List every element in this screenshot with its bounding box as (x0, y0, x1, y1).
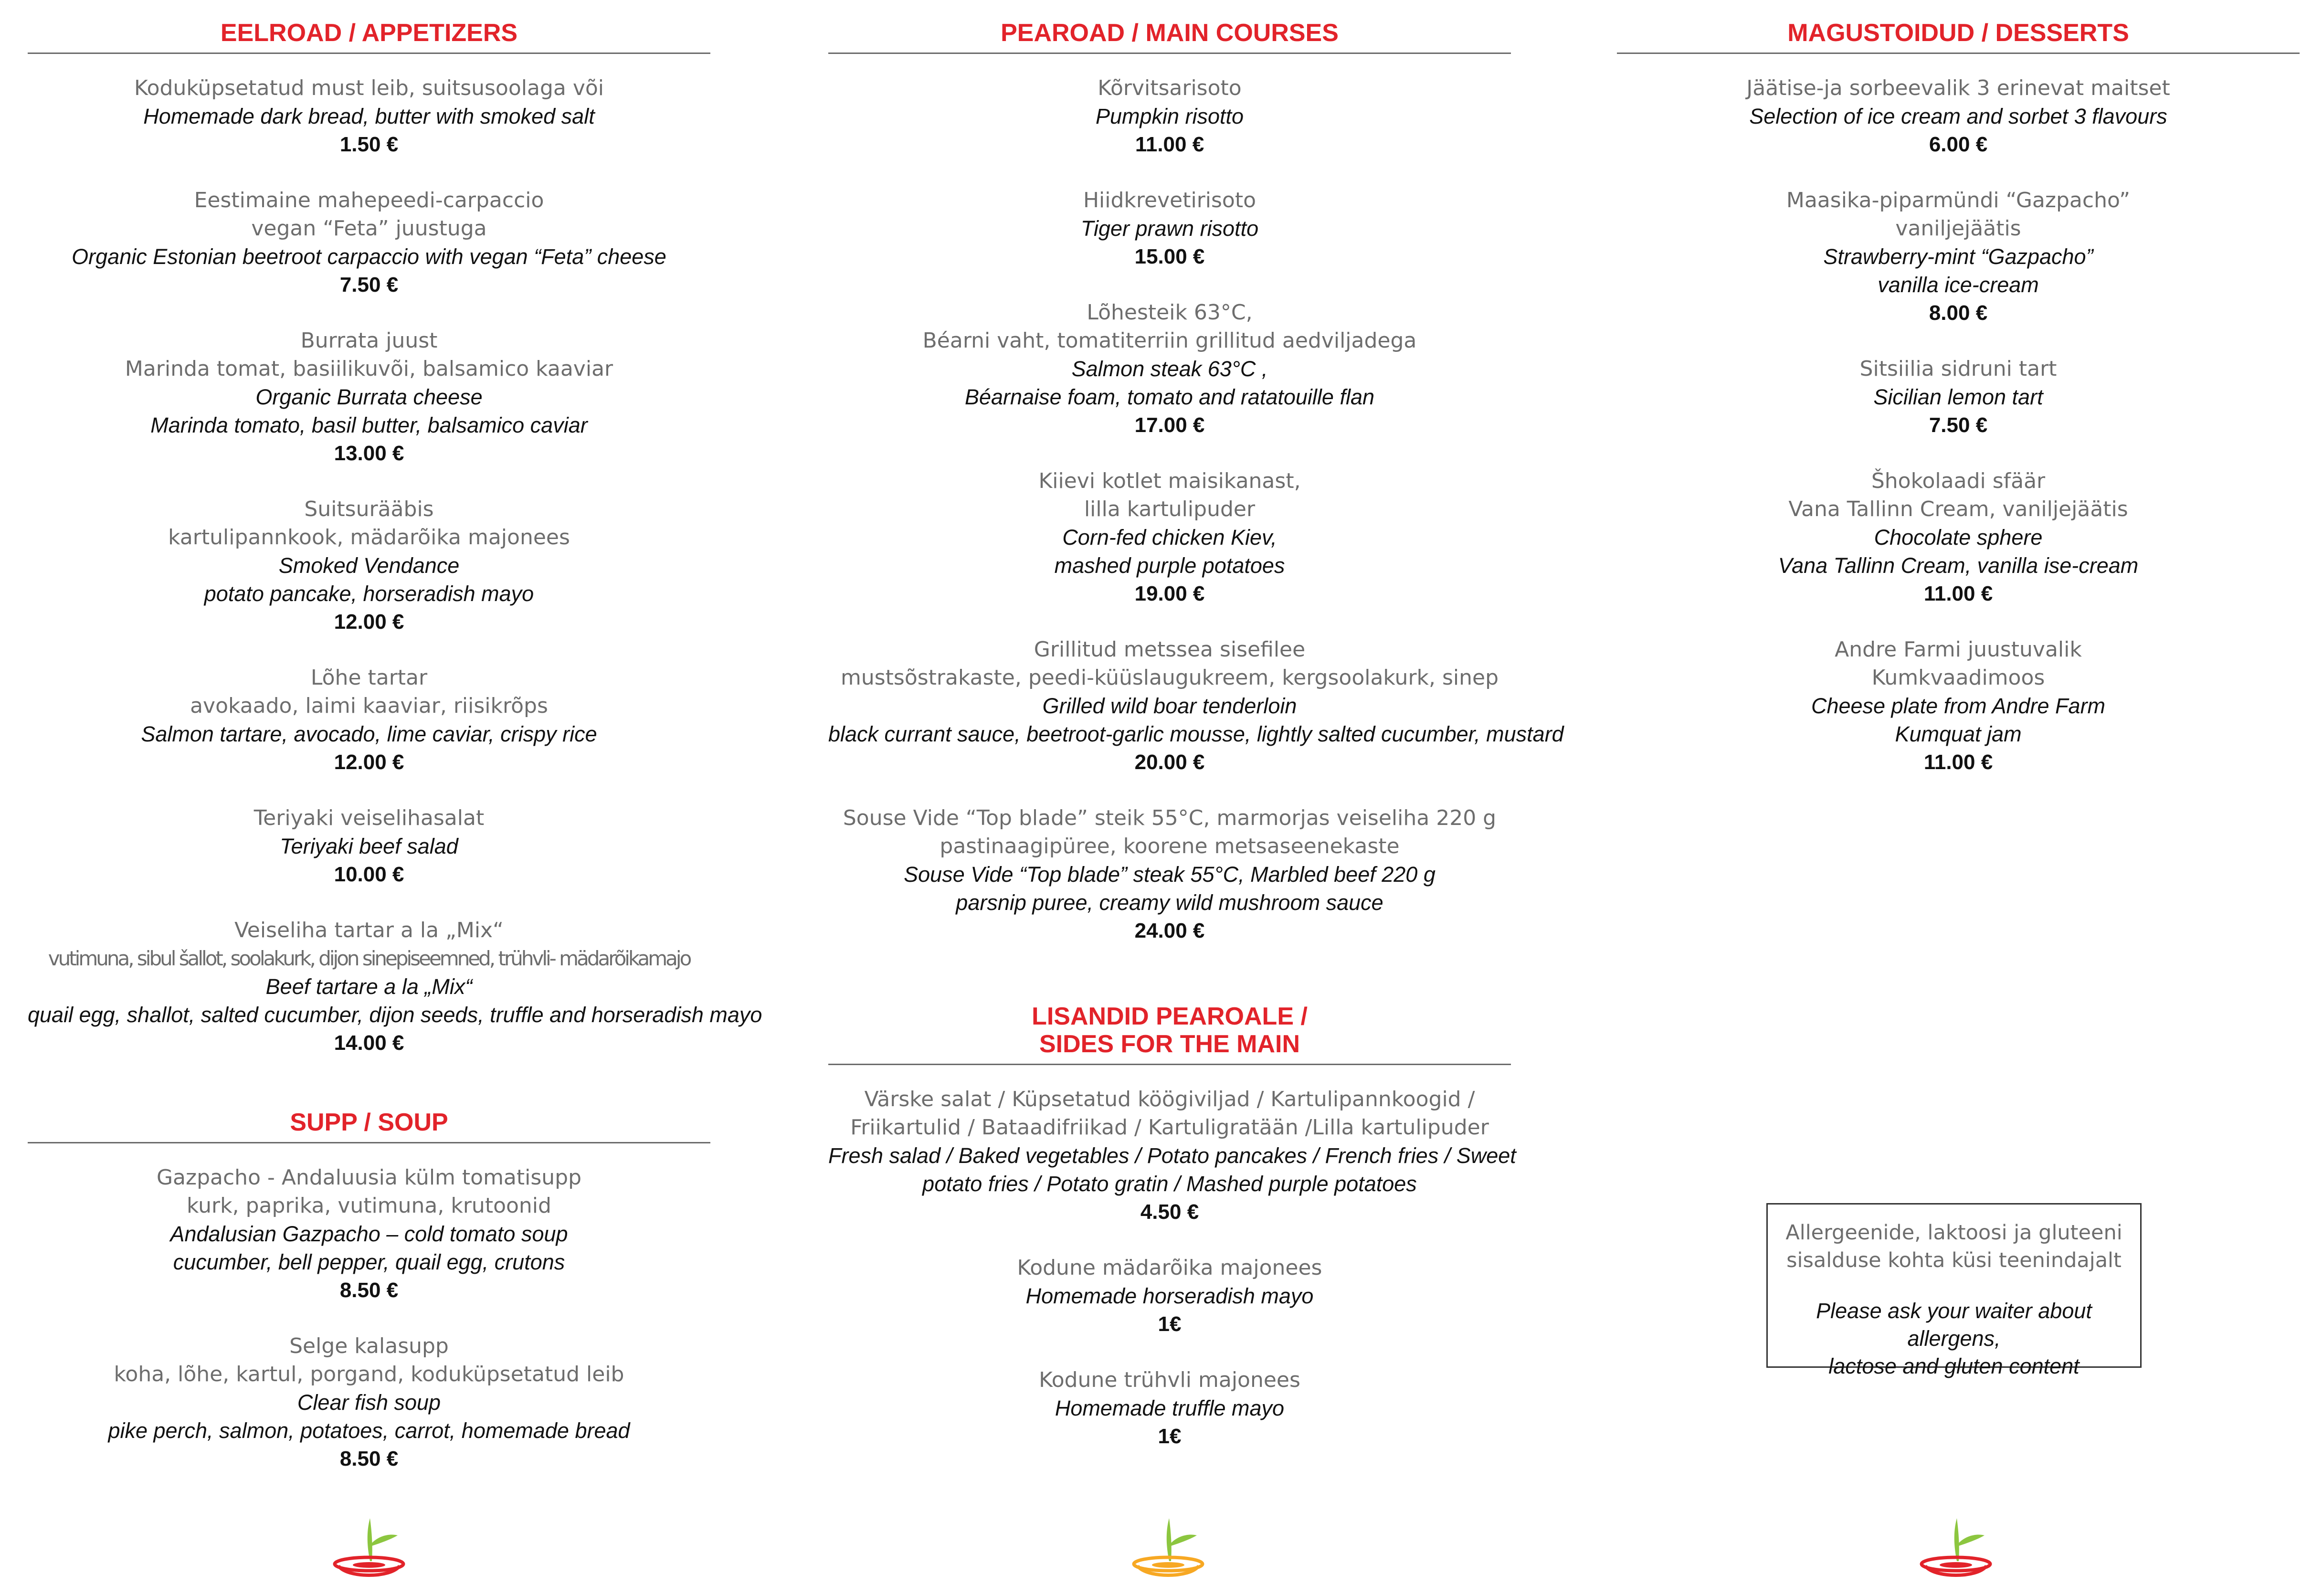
menu-item-name-et: Kumkvaadimoos (1871, 666, 2045, 690)
menu-item-name-et: Friikartulid / Bataadifriikad / Kartuligratään /Lilla kartulipuder (850, 1115, 1489, 1140)
menu-item-price: 12.00 € (334, 750, 404, 774)
section-soup (28, 1109, 710, 1501)
menu-item-price: 12.00 € (334, 610, 404, 634)
section-heading-line: SIDES FOR THE MAIN (1039, 1030, 1300, 1058)
sprout-bowl-logo-icon (1125, 1509, 1211, 1580)
menu-item (1617, 635, 2300, 776)
menu-item (28, 186, 710, 299)
menu-item-name-en: Selection of ice cream and sorbet 3 flavours (1749, 104, 2167, 128)
menu-item (28, 916, 762, 1057)
section-heading-line: SUPP / SOUP (290, 1109, 448, 1136)
menu-item-name-en: cucumber, bell pepper, quail egg, crutons (173, 1250, 565, 1274)
menu-item-name-en: Kumquat jam (1895, 722, 2022, 746)
menu-item-name-et: Kõrvitsarisoto (1098, 76, 1242, 100)
menu-item (1617, 467, 2300, 608)
menu-item-name-en: Strawberry-mint “Gazpacho” (1823, 244, 2093, 269)
menu-item-price: 11.00 € (1923, 750, 1993, 774)
menu-item-name-en: potato fries / Potato gratin / Mashed purple potatoes (922, 1172, 1417, 1196)
sprout-bowl-logo-icon (326, 1509, 412, 1580)
menu-item-name-et: koha, lõhe, kartul, porgand, koduküpsetatud leib (114, 1362, 624, 1386)
section-sides (828, 1003, 1516, 1478)
allergen-notice-et-line: Allergeenide, laktoosi ja gluteeni (1785, 1221, 2122, 1245)
menu-item-name-en: Cheese plate from Andre Farm (1811, 694, 2106, 718)
menu-item-name-en: quail egg, shallot, salted cucumber, dijon seeds, truffle and horseradish mayo (28, 1003, 762, 1027)
menu-item-name-et: Burrata juust (300, 328, 438, 353)
menu-item-price: 11.00 € (1923, 582, 1993, 605)
section-heading (828, 1003, 1511, 1065)
menu-item-name-et: vaniljejäätis (1895, 216, 2021, 241)
menu-item-name-et: lilla kartulipuder (1084, 497, 1256, 521)
menu-item (28, 495, 710, 636)
menu-item (828, 635, 1564, 776)
menu-item (28, 327, 710, 467)
menu-item-name-en: mashed purple potatoes (1054, 553, 1285, 578)
menu-item-name-en: Homemade truffle mayo (1055, 1396, 1285, 1420)
menu-item (828, 467, 1511, 608)
menu-item-name-en: Organic Burrata cheese (255, 385, 483, 409)
menu-item-name-et: Suitsurääbis (304, 497, 434, 521)
menu-item-name-et: Teriyaki veiselihasalat (253, 806, 485, 830)
menu-item-name-et: Vana Tallinn Cream, vaniljejäätis (1788, 497, 2128, 521)
menu-item-price: 13.00 € (334, 442, 404, 465)
menu-item-name-et: Hiidkrevetirisoto (1083, 188, 1256, 212)
menu-item-name-et: Lõhesteik 63°C, (1087, 300, 1253, 325)
section-heading (28, 19, 710, 54)
menu-item (828, 298, 1511, 439)
menu-item (28, 804, 710, 888)
sprout-bowl-logo-icon (1913, 1509, 1999, 1580)
menu-item (828, 804, 1511, 945)
menu-item-price: 8.50 € (339, 1447, 399, 1470)
menu-item-price: 4.50 € (1140, 1200, 1199, 1224)
menu-item-name-en: Smoked Vendance (278, 553, 460, 578)
menu-item-name-et: Maasika-piparmündi “Gazpacho” (1786, 188, 2131, 212)
menu-item (828, 186, 1511, 271)
menu-item-name-et: Lõhe tartar (310, 666, 428, 690)
menu-item-price: 8.00 € (1929, 301, 1988, 325)
menu-item-name-en: Béarnaise foam, tomato and ratatouille flan (964, 385, 1374, 409)
section-heading-line: PEAROAD / MAIN COURSES (1001, 19, 1339, 47)
menu-item-name-et: Jäätise-ja sorbeevalik 3 erinevat maitset (1746, 76, 2170, 100)
allergen-notice-en-line: Please ask your waiter about allergens, (1816, 1299, 2092, 1351)
menu-item-list (828, 54, 1564, 945)
menu-item-price: 7.50 € (1929, 413, 1988, 437)
allergen-notice-en-line: lactose and gluten content (1828, 1354, 2080, 1378)
section-heading-line: EELROAD / APPETIZERS (220, 19, 518, 47)
menu-item-name-en: Marinda tomato, basil butter, balsamico caviar (150, 413, 588, 437)
menu-item-name-en: black currant sauce, beetroot-garlic mousse, lightly salted cucumber, mustard (828, 722, 1564, 746)
menu-item-name-et: avokaado, laimi kaaviar, riisikrõps (190, 694, 548, 718)
menu-item (1617, 74, 2300, 159)
menu-item-name-en: vanilla ice-cream (1878, 273, 2039, 297)
menu-item-price: 7.50 € (339, 273, 399, 296)
menu-item-name-en: potato pancake, horseradish mayo (204, 581, 534, 606)
menu-item-name-en: Pumpkin risotto (1095, 104, 1244, 128)
section-heading (28, 1109, 710, 1143)
menu-item-name-en: pike perch, salmon, potatoes, carrot, homemade bread (108, 1418, 630, 1443)
menu-item-price: 17.00 € (1134, 413, 1205, 437)
menu-item-name-et: Gazpacho - Andaluusia külm tomatisupp (156, 1165, 582, 1190)
menu-item-name-et: Béarni vaht, tomatiterriin grillitud aedviljadega (922, 328, 1417, 353)
menu-item-name-en: Teriyaki beef salad (280, 834, 458, 858)
menu-item-price: 20.00 € (1134, 750, 1205, 774)
menu-item (828, 1254, 1511, 1338)
menu-item-name-et: Selge kalasupp (289, 1334, 449, 1358)
menu-item-name-en: Grilled wild boar tenderloin (1042, 694, 1297, 718)
menu-item-name-en: Homemade dark bread, butter with smoked salt (143, 104, 595, 128)
menu-item-name-et: kartulipannkook, mädarõika majonees (168, 525, 570, 550)
menu-item-name-et: Veiseliha tartar a la „Mix“ (234, 918, 504, 942)
section-heading-line: MAGUSTOIDUD / DESSERTS (1787, 19, 2129, 47)
menu-item-name-en: Salmon tartare, avocado, lime caviar, crispy rice (141, 722, 597, 746)
menu-item-name-en: parsnip puree, creamy wild mushroom sauce (956, 890, 1383, 915)
menu-item-name-et: Souse Vide “Top blade” steik 55°C, marmorjas veiseliha 220 g (843, 806, 1497, 830)
menu-item-name-en: Sicilian lemon tart (1873, 385, 2043, 409)
menu-item-name-en: Vana Tallinn Cream, vanilla ise-cream (1778, 553, 2139, 578)
section-heading-line: LISANDID PEAROALE / (1032, 1003, 1308, 1030)
section-heading (828, 19, 1511, 54)
section-appetizers (28, 19, 762, 1085)
menu-item-name-et: kurk, paprika, vutimuna, krutoonid (187, 1194, 551, 1218)
menu-item-price: 11.00 € (1135, 133, 1204, 156)
section-heading (1617, 19, 2300, 54)
menu-item-price: 1€ (1158, 1312, 1182, 1336)
menu-item-name-en: Organic Estonian beetroot carpaccio with vegan “Feta” cheese (72, 244, 666, 269)
allergen-notice-et-line: sisalduse kohta küsi teenindajalt (1786, 1248, 2122, 1272)
menu-item-name-en: Souse Vide “Top blade” steak 55°C, Marbled beef 220 g (904, 862, 1436, 887)
menu-item-name-en: Homemade horseradish mayo (1025, 1284, 1314, 1308)
menu-item (28, 1163, 710, 1304)
menu-item-price: 10.00 € (334, 863, 404, 886)
allergen-notice-box (1766, 1203, 2142, 1378)
menu-item (1617, 355, 2300, 439)
menu-item-name-et: Marinda tomat, basiilikuvõi, balsamico kaaviar (125, 357, 613, 381)
menu-item-name-en: Fresh salad / Baked vegetables / Potato pancakes / French fries / Sweet (828, 1143, 1516, 1168)
menu-item-name-et: Sitsiilia sidruni tart (1859, 357, 2057, 381)
menu-item-price: 14.00 € (334, 1031, 404, 1055)
menu-item-price: 15.00 € (1134, 245, 1205, 268)
menu-item-name-et: Kodune trühvli majonees (1039, 1368, 1300, 1392)
menu-item-name-et: Kiievi kotlet maisikanast, (1038, 469, 1301, 493)
menu-item-list (1617, 54, 2300, 776)
menu-item-list (28, 1143, 710, 1473)
menu-item-name-en: Tiger prawn risotto (1080, 216, 1259, 241)
menu-item-name-et: pastinaagipüree, koorene metsaseenekaste (940, 834, 1400, 858)
menu-item-price: 1€ (1158, 1425, 1182, 1448)
menu-item-price: 24.00 € (1134, 919, 1205, 942)
menu-item-price: 1.50 € (339, 133, 399, 156)
menu-item-name-et: Värske salat / Küpsetatud köögiviljad / Kartulipannkoogid / (864, 1087, 1475, 1111)
menu-item-name-en: Salmon steak 63°C , (1071, 357, 1268, 381)
menu-item-price: 8.50 € (339, 1279, 399, 1302)
menu-item-name-et: Andre Farmi juustuvalik (1835, 637, 2082, 662)
menu-item-name-et: vutimuna, sibul šallot, soolakurk, dijon sinepiseemned, trühvli- mädarõikamajo (48, 947, 690, 970)
menu-item (28, 74, 710, 159)
menu-item (828, 74, 1511, 159)
menu-item (828, 1085, 1516, 1226)
menu-item-name-et: Šhokolaadi sfäär (1871, 469, 2046, 493)
menu-item-name-et: mustsõstrakaste, peedi-küüslaugukreem, kergsoolakurk, sinep (840, 666, 1499, 690)
menu-item-name-en: Beef tartare a la „Mix“ (265, 974, 473, 999)
menu-item (828, 1366, 1511, 1450)
menu-item-price: 19.00 € (1134, 582, 1205, 605)
menu-item-name-en: Corn-fed chicken Kiev, (1062, 525, 1277, 550)
menu-item-name-et: vegan “Feta” juustuga (251, 216, 487, 241)
menu-item-name-et: Kodune mädarõika majonees (1017, 1256, 1322, 1280)
section-desserts (1617, 19, 2300, 804)
menu-item-name-et: Eestimaine mahepeedi-carpaccio (194, 188, 544, 212)
menu-item-name-en: Clear fish soup (297, 1390, 441, 1415)
menu-item-name-en: Chocolate sphere (1874, 525, 2043, 550)
menu-item (28, 664, 710, 776)
menu-item-name-et: Koduküpsetatud must leib, suitsusoolaga või (134, 76, 604, 100)
menu-item-name-en: Andalusian Gazpacho – cold tomato soup (170, 1222, 568, 1246)
menu-item-list (28, 54, 762, 1057)
menu-item (28, 1332, 710, 1473)
section-main-courses (828, 19, 1564, 972)
menu-item-price: 6.00 € (1929, 133, 1988, 156)
menu-item-list (828, 1065, 1516, 1450)
menu-item (1617, 186, 2300, 327)
menu-item-name-et: Grillitud metssea sisefilee (1034, 637, 1306, 662)
